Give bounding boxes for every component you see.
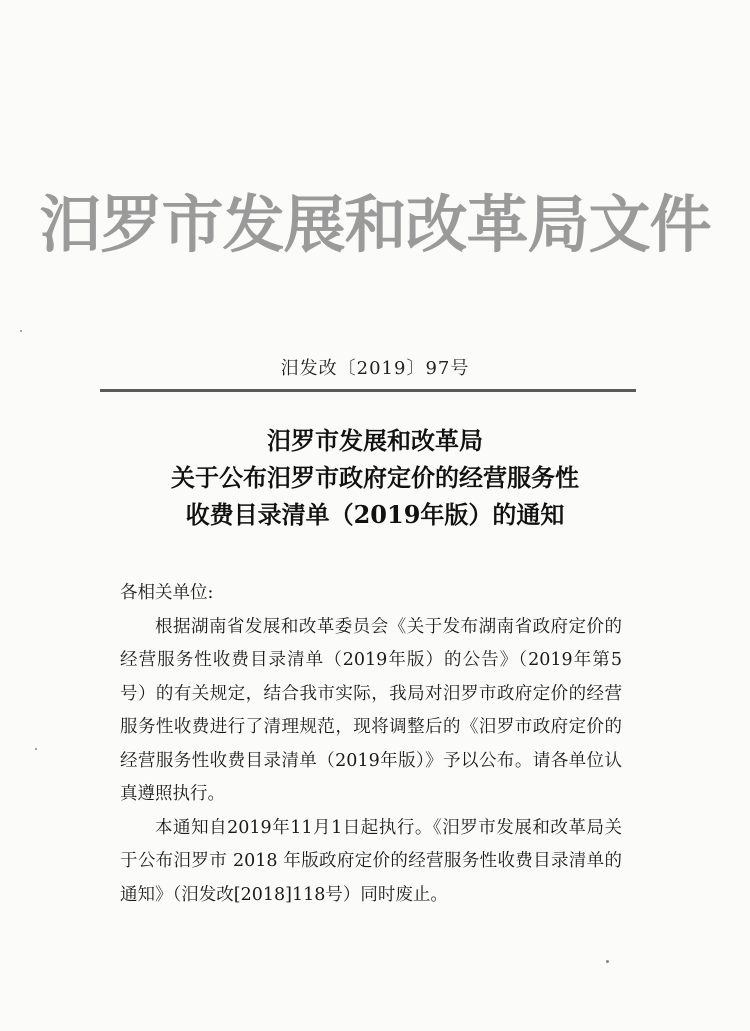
scan-speck	[20, 330, 22, 332]
scan-speck	[35, 748, 37, 750]
title-line: 关于公布汨罗市政府定价的经营服务性	[171, 463, 579, 492]
body-paragraph: 根据湖南省发展和改革委员会《关于发布湖南省政府定价的经营服务性收费目录清单（2019年版）的公告》（2019年第5号）的有关规定，结合我市实际，我局对汨罗市政府定价的经营服务性收费进行了清理规范，现将调整后的《汨罗市政府定价的经营服务性收费目录清单（2019年版）》予以公布。请各单位认真遵照执行。	[120, 616, 622, 804]
header-divider	[100, 389, 636, 392]
body-paragraph: 本通知自2019年11月1日起执行。《汨罗市发展和改革局关于公布汨罗市 2018 年版政府定价的经营服务性收费目录清单的通知》（汨发改[2018]118号）同时废止。	[120, 817, 622, 905]
scan-speck	[606, 960, 609, 963]
notice-title	[0, 422, 750, 533]
document-number: 汨发改〔2019〕97号	[280, 358, 470, 379]
salutation: 各相关单位:	[120, 583, 214, 603]
issuer-header: 汨罗市发展和改革局文件	[39, 188, 711, 261]
notice-body	[120, 577, 622, 912]
title-line: 收费目录清单（2019年版）的通知	[185, 500, 565, 529]
title-line: 汨罗市发展和改革局	[267, 426, 483, 455]
